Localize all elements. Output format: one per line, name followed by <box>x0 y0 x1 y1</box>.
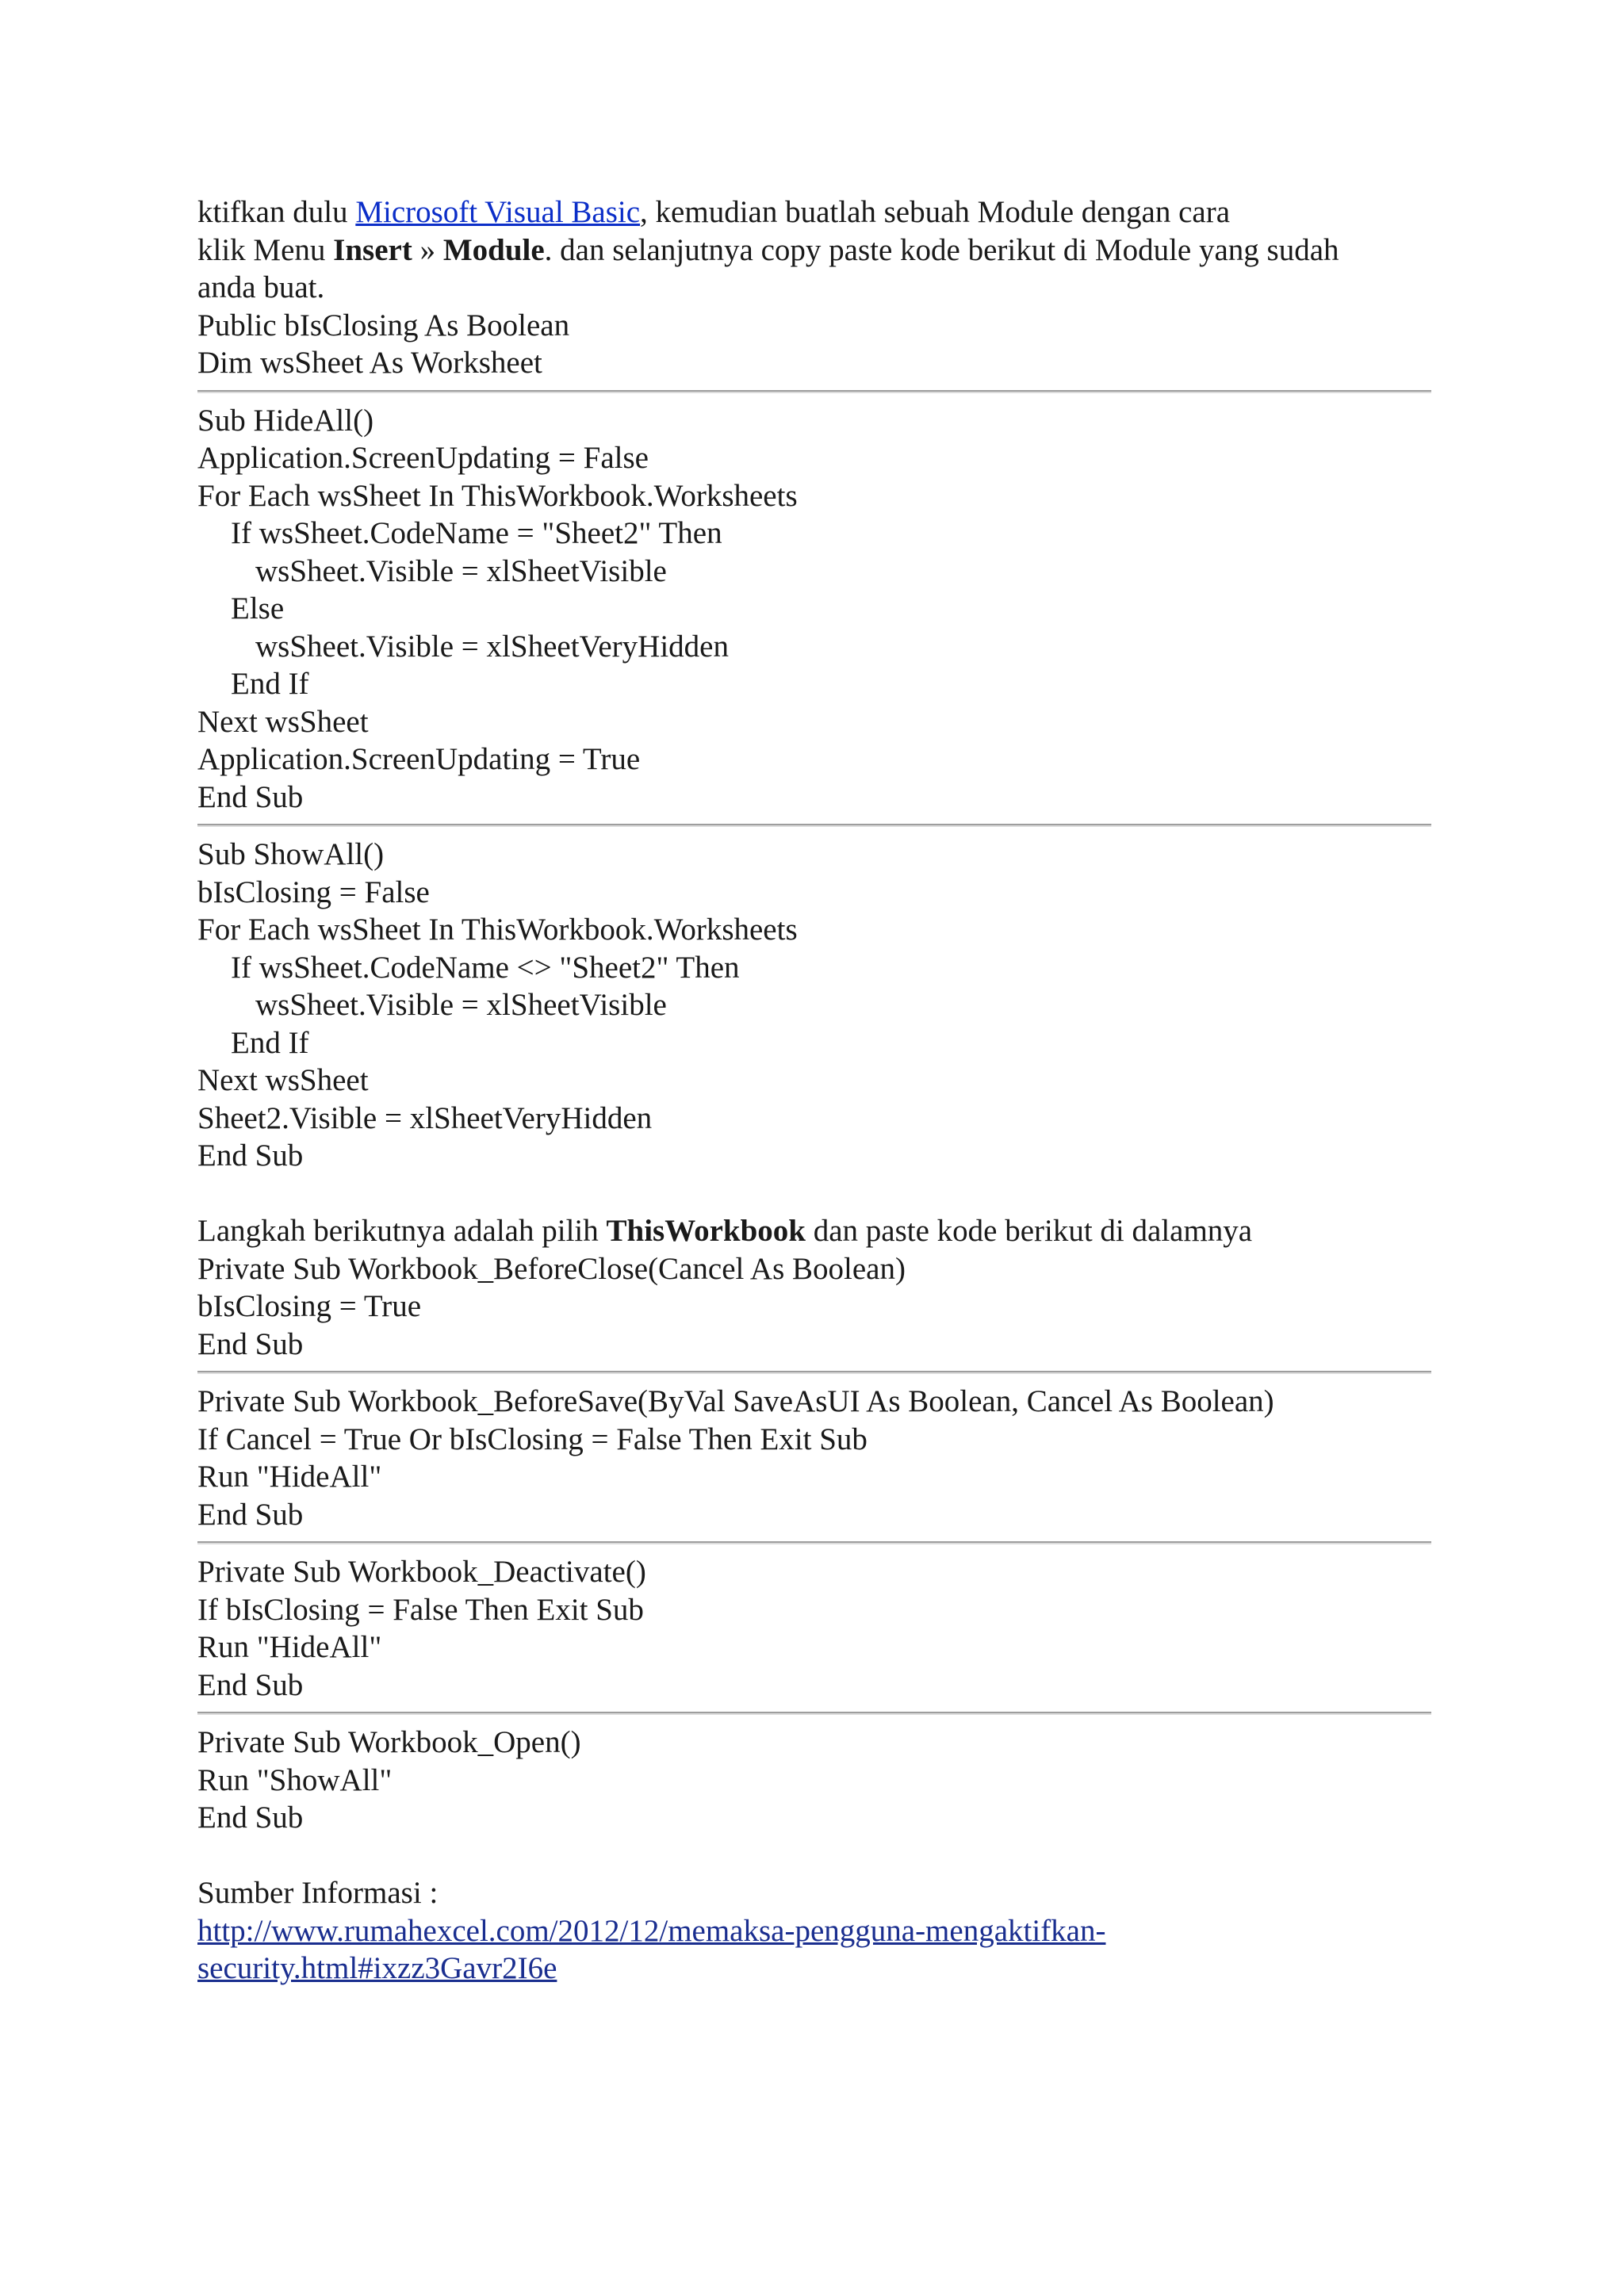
section-divider <box>197 1371 1431 1374</box>
source-link[interactable]: http://www.rumahexcel.com/2012/12/memaksa-pengguna-mengaktifkan- <box>197 1913 1106 1948</box>
code-line: wsSheet.Visible = xlSheetVisible <box>255 988 667 1022</box>
section-divider <box>197 824 1431 827</box>
thisworkbook-label: ThisWorkbook <box>606 1214 806 1248</box>
intro-line-2 <box>197 232 1434 270</box>
code-line: Next wsSheet <box>197 704 369 739</box>
blank-line <box>197 1837 1434 1875</box>
code-line: Run "HideAll" <box>197 1460 382 1494</box>
code-line: End Sub <box>197 1138 304 1173</box>
next-step-text: Langkah berikutnya adalah pilih <box>197 1214 607 1248</box>
code-line: End Sub <box>197 1800 304 1835</box>
code-line: wsSheet.Visible = xlSheetVisible <box>255 553 667 588</box>
code-line: Sub HideAll() <box>197 403 374 438</box>
section-divider <box>197 390 1431 393</box>
module-menu-label: Module <box>442 232 545 267</box>
source-link-line-1 <box>197 1912 1434 1950</box>
intro-text: , kemudian buatlah sebuah Module dengan cara <box>640 195 1231 229</box>
menu-separator-glyph: » <box>412 232 443 267</box>
next-step-text: dan paste kode berikut di dalamnya <box>805 1214 1253 1248</box>
next-step-line <box>197 1212 1434 1250</box>
code-line: Run "ShowAll" <box>197 1762 393 1797</box>
code-line: If wsSheet.CodeName <> "Sheet2" Then <box>231 950 740 985</box>
code-line: Dim wsSheet As Worksheet <box>197 346 542 380</box>
code-line: Sub ShowAll() <box>197 837 385 871</box>
code-line: If Cancel = True Or bIsClosing = False Then Exit Sub <box>197 1422 868 1456</box>
code-line: End Sub <box>197 1326 304 1361</box>
microsoft-visual-basic-link[interactable]: Microsoft Visual Basic <box>355 195 641 229</box>
source-link[interactable]: security.html#ixzz3Gavr2I6e <box>197 1951 557 1985</box>
intro-line-3: anda buat. <box>197 270 325 304</box>
code-line: Private Sub Workbook_Deactivate() <box>197 1555 646 1589</box>
code-line: Next wsSheet <box>197 1063 369 1097</box>
code-line: Sheet2.Visible = xlSheetVeryHidden <box>197 1100 653 1135</box>
code-line: Public bIsClosing As Boolean <box>197 308 570 342</box>
code-line: bIsClosing = True <box>197 1289 422 1323</box>
source-link-line-2 <box>197 1950 1434 1988</box>
code-line: If bIsClosing = False Then Exit Sub <box>197 1592 644 1627</box>
document-body <box>197 193 1434 1988</box>
code-line: End Sub <box>197 1497 304 1532</box>
intro-line-1 <box>197 193 1434 232</box>
code-line: If wsSheet.CodeName = "Sheet2" Then <box>231 516 722 550</box>
intro-text: klik Menu <box>197 232 334 267</box>
section-divider <box>197 1712 1431 1715</box>
code-line: For Each wsSheet In ThisWorkbook.Worksheets <box>197 913 798 947</box>
code-line: Application.ScreenUpdating = False <box>197 441 649 475</box>
code-line: Private Sub Workbook_BeforeSave(ByVal SaveAsUI As Boolean, Cancel As Boolean) <box>197 1384 1274 1418</box>
code-line: bIsClosing = False <box>197 874 430 909</box>
intro-text: ktifkan dulu <box>197 195 356 229</box>
code-line: End If <box>231 1025 309 1060</box>
code-line: Application.ScreenUpdating = True <box>197 742 641 776</box>
code-line: Else <box>231 591 285 626</box>
blank-line <box>197 1175 1434 1213</box>
intro-text: . dan selanjutnya copy paste kode berikut di Module yang sudah <box>544 232 1339 267</box>
code-line: Private Sub Workbook_BeforeClose(Cancel As Boolean) <box>197 1251 906 1286</box>
code-line: wsSheet.Visible = xlSheetVeryHidden <box>255 629 729 664</box>
section-divider <box>197 1541 1431 1544</box>
code-line: Run "HideAll" <box>197 1630 382 1664</box>
code-line: Private Sub Workbook_Open() <box>197 1725 581 1759</box>
source-label: Sumber Informasi : <box>197 1876 439 1910</box>
code-line: End Sub <box>197 779 304 814</box>
code-line: End If <box>231 667 309 701</box>
code-line: End Sub <box>197 1667 304 1702</box>
insert-menu-label: Insert <box>333 232 412 267</box>
code-line: For Each wsSheet In ThisWorkbook.Worksheets <box>197 478 798 513</box>
